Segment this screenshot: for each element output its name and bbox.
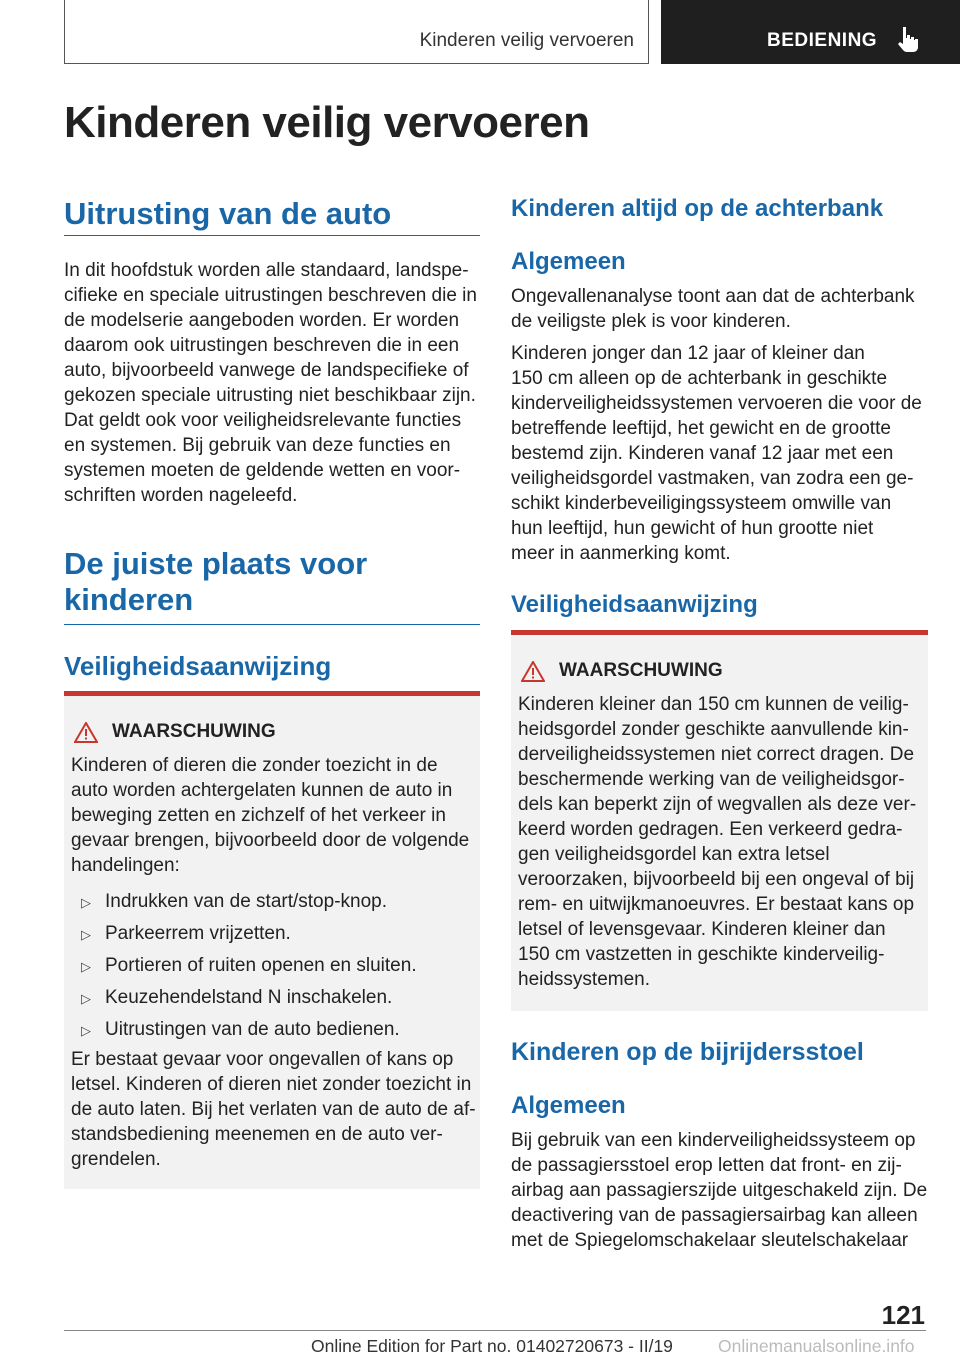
- warning-line: gevaar brengen, bijvoorbeeld door de volgende: [71, 830, 470, 851]
- warning-line: keerd worden gedragen. Een verkeerd gedra-: [518, 819, 903, 840]
- text-line: met de Spiegelomschakelaar sleutelschakelaar: [511, 1230, 909, 1251]
- text-line: 150 cm alleen op de achterbank in geschikte: [511, 368, 888, 389]
- subheading-general-2: Algemeen: [511, 1092, 626, 1119]
- subheading-general-1: Algemeen: [511, 248, 626, 275]
- header-section-title: Kinderen veilig vervoeren: [419, 30, 634, 51]
- text-line: In dit hoofdstuk worden alle standaard, landspe-: [64, 260, 469, 281]
- triangle-bullet-icon: ▷: [81, 1023, 91, 1038]
- text-line: auto, bijvoorbeeld vanwege de landspecifieke of: [64, 360, 469, 381]
- warning-box-right: [511, 630, 928, 1011]
- warning-line: grendelen.: [71, 1149, 161, 1170]
- heading-passenger-seat: Kinderen op de bijrijdersstoel: [511, 1038, 864, 1066]
- warning-header: [74, 721, 276, 743]
- warning-line: handelingen:: [71, 855, 180, 876]
- page-title: Kinderen veilig vervoeren: [64, 98, 590, 147]
- warning-line: auto worden achtergelaten kunnen de auto in: [71, 780, 453, 801]
- hand-pointer-icon: [897, 26, 919, 52]
- header-chapter-tab: [661, 0, 960, 64]
- text-line: de passagiersstoel erop letten dat front- en zij-: [511, 1155, 902, 1176]
- warning-line: beweging zetten en zichzelf of het verkeer in: [71, 805, 446, 826]
- text-line: daarom ook uitrustingen beschreven die in een: [64, 335, 460, 356]
- warning-triangle-icon: [74, 722, 98, 743]
- text-line: deactivering van de passagiersairbag kan alleen: [511, 1205, 918, 1226]
- text-line: Bij gebruik van een kinderveiligheidssysteem op: [511, 1130, 916, 1151]
- warning-line: letsel. Kinderen of dieren niet zonder toezicht in: [71, 1074, 472, 1095]
- watermark: Onlinemanualsonline.info: [718, 1336, 915, 1356]
- warning-line: heidssystemen.: [518, 969, 651, 990]
- text-line: kinderveiligheidssystemen vervoeren die voor de: [511, 393, 922, 414]
- heading-back-seat: Kinderen altijd op de achterbank: [511, 195, 884, 222]
- heading-equipment: Uitrusting van de auto: [64, 196, 392, 231]
- warning-line: Er bestaat gevaar voor ongevallen of kans op: [71, 1049, 454, 1070]
- warning-line: veroorzaken, bijvoorbeeld bij een ongeval of bij: [518, 869, 915, 890]
- text-line: betreffende leeftijd, het gewicht en de grootte: [511, 418, 891, 439]
- triangle-bullet-icon: ▷: [81, 991, 91, 1006]
- text-line: de modelserie aangeboden worden. Er worden: [64, 310, 460, 331]
- warning-line: 150 cm vastzetten in geschikte kinderveilig-: [518, 944, 885, 965]
- warning-line: de auto laten. Bij het verlaten van de auto de af-: [71, 1099, 476, 1120]
- warning-line: gen veiligheidsgordel kan extra letsel: [518, 844, 830, 865]
- triangle-bullet-icon: ▷: [81, 959, 91, 974]
- warning-line: standsbediening meenemen en de auto ver-: [71, 1124, 443, 1145]
- heading-rule: [64, 235, 480, 236]
- text-line: cifieke en speciale uitrustingen beschreven die in: [64, 285, 477, 306]
- header-chapter-label: BEDIENING: [767, 30, 878, 51]
- warning-line: derveiligheidssystemen niet correct dragen. De: [518, 744, 915, 765]
- text-line: Dat geldt ook voor veiligheidsrelevante functies: [64, 410, 462, 431]
- heading-line: kinderen: [64, 582, 194, 618]
- text-line: schikt kinderbeveiligingssysteem omwille van: [511, 493, 892, 514]
- footer-rule: [64, 1330, 926, 1331]
- subheading-safety-right: Veiligheidsaanwijzing: [511, 591, 758, 618]
- warning-line: Kinderen kleiner dan 150 cm kunnen de veilig-: [518, 694, 909, 715]
- list-item: ▷ Keuzehendelstand N inschakelen.: [71, 985, 471, 1017]
- text-line: veiligheidsgordel vastmaken, van zodra een ge-: [511, 468, 914, 489]
- text-line: meer in aanmerking komt.: [511, 543, 731, 564]
- header-section-tab: [64, 0, 649, 64]
- warning-line: beschermende werking van de veiligheidsgor-: [518, 769, 905, 790]
- text-line: systemen moeten de geldende wetten en voor-: [64, 460, 461, 481]
- heading-seat-place: [64, 546, 367, 619]
- text-line: Kinderen jonger dan 12 jaar of kleiner dan: [511, 343, 865, 364]
- list-item: ▷ Indrukken van de start/stop-knop.: [71, 889, 471, 921]
- triangle-bullet-icon: ▷: [81, 895, 91, 910]
- text-line: hun leeftijd, hun gewicht of hun grootte niet: [511, 518, 874, 539]
- warning-bullet-list: [71, 889, 471, 1049]
- text-line: de veiligste plek is voor kinderen.: [511, 311, 791, 332]
- text-line: airbag aan passagierszijde uitgeschakeld zijn. De: [511, 1180, 928, 1201]
- page-number: 121: [881, 1300, 925, 1330]
- warning-box-left: [64, 691, 480, 1189]
- warning-triangle-icon: [521, 661, 545, 682]
- warning-header: [521, 660, 723, 682]
- text-line: Ongevallenanalyse toont aan dat de achterbank: [511, 286, 915, 307]
- warning-line: heidsgordel zonder geschikte aanvullende kin-: [518, 719, 909, 740]
- text-line: en systemen. Bij gebruik van deze functies en: [64, 435, 451, 456]
- heading-rule: [64, 624, 480, 625]
- text-line: bestemd zijn. Kinderen vanaf 12 jaar met een: [511, 443, 894, 464]
- warning-title: WAARSCHUWING: [112, 721, 276, 742]
- list-item: ▷ Parkeerrem vrijzetten.: [71, 921, 471, 953]
- subheading-safety-left: Veiligheidsaanwijzing: [64, 651, 332, 681]
- list-item: ▷ Portieren of ruiten openen en sluiten.: [71, 953, 471, 985]
- list-item: ▷ Uitrustingen van de auto bedienen.: [71, 1017, 471, 1049]
- footer-edition: Online Edition for Part no. 01402720673 - II/19: [311, 1336, 673, 1356]
- warning-line: letsel of levensgevaar. Kinderen kleiner dan: [518, 919, 886, 940]
- warning-line: dels kan beperkt zijn of wegvallen als deze ver-: [518, 794, 917, 815]
- warning-line: rem- en uitwijkmanoeuvres. Er bestaat kans op: [518, 894, 915, 915]
- text-line: schriften worden nageleefd.: [64, 485, 298, 506]
- warning-title: WAARSCHUWING: [559, 660, 723, 681]
- warning-line: Kinderen of dieren die zonder toezicht in de: [71, 755, 438, 776]
- heading-line: De juiste plaats voor: [64, 546, 368, 581]
- triangle-bullet-icon: ▷: [81, 927, 91, 942]
- text-line: gekozen speciale uitrusting niet beschikbaar zijn.: [64, 385, 476, 406]
